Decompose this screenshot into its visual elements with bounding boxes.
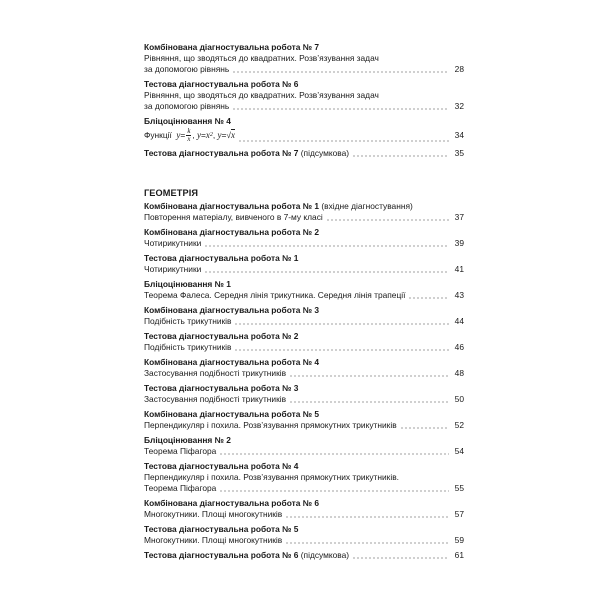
- formula-var: y: [197, 130, 201, 140]
- dot-leader: [326, 219, 449, 221]
- entry-title: [144, 435, 464, 446]
- dot-leader: [289, 401, 449, 403]
- page-number: 37: [454, 212, 464, 222]
- entry-title-text: Комбінована діагностувальна робота № 1: [144, 201, 320, 211]
- page-number: 35: [454, 148, 464, 158]
- page-number: 61: [454, 550, 464, 560]
- dot-leader: [352, 557, 449, 559]
- entry-description: Теорема Фалеса. Середня лінія трикутника. Середня лінія трапеції: [144, 290, 406, 300]
- entry-line: [144, 472, 464, 483]
- entry-line: [144, 264, 464, 275]
- entry-title-text: Бліцоцінювання № 2: [144, 435, 231, 445]
- entry-description: Перпендикуляр і похила. Розв’язування прямокутних трикутників: [144, 420, 397, 430]
- entry-title: [144, 305, 464, 316]
- entry-description: за допомогою рівнянь: [144, 64, 230, 74]
- toc-entry: [144, 79, 464, 112]
- formula-var: y: [217, 130, 222, 140]
- entry-title: [144, 79, 464, 90]
- entry-title-text: Комбінована діагностувальна робота № 2: [144, 227, 320, 237]
- entry-line: [144, 316, 464, 327]
- entry-description: Чотирикутники: [144, 264, 202, 274]
- dot-leader: [285, 516, 449, 518]
- formula-exponent: 2: [209, 132, 213, 138]
- entry-note: (підсумкова): [300, 148, 350, 158]
- entry-description: за допомогою рівнянь: [144, 101, 230, 111]
- entry-description: Повторення матеріалу, вивченого в 7-му класі: [144, 212, 323, 222]
- entry-title-text: Тестова діагностувальна робота № 7: [144, 148, 299, 158]
- toc-entry: [144, 279, 464, 301]
- entry-title-text: Тестова діагностувальна робота № 4: [144, 461, 299, 471]
- entry-title-text: Комбінована діагностувальна робота № 5: [144, 409, 320, 419]
- entry-title: [144, 383, 464, 394]
- formula-var: x: [231, 130, 235, 140]
- entry-line: [144, 127, 464, 144]
- page-number: 32: [454, 101, 464, 111]
- toc-entry: [144, 42, 464, 75]
- geometry-toc: [144, 186, 464, 561]
- formula: [174, 127, 235, 144]
- entry-line: [144, 342, 464, 353]
- entry-title-text: Комбінована діагностувальна робота № 3: [144, 305, 320, 315]
- entry-description: Многокутники. Площі многокутників: [144, 535, 283, 545]
- dot-leader: [238, 140, 449, 142]
- entry-description: Рівняння, що зводяться до квадратних. Розв’язування задач: [144, 53, 379, 63]
- page-number: 41: [454, 264, 464, 274]
- entry-description: Теорема Піфагора: [144, 483, 217, 493]
- entry-note: (підсумкова): [300, 550, 350, 560]
- entry-line: [144, 90, 464, 101]
- entry-title-text: Комбінована діагностувальна робота № 6: [144, 498, 320, 508]
- fraction-denominator: x: [187, 135, 191, 143]
- entry-line: [144, 212, 464, 223]
- toc-entry: [144, 409, 464, 431]
- entry-description: Перпендикуляр і похила. Розв’язування прямокутних трикутників.: [144, 472, 399, 482]
- entry-title: Бліцоцінювання № 4: [144, 116, 231, 126]
- entry-title: [144, 42, 464, 53]
- entry-line: [144, 368, 464, 379]
- entry-line: [144, 101, 464, 112]
- toc-entry: [144, 524, 464, 546]
- entry-title-text: Комбінована діагностувальна робота № 4: [144, 357, 320, 367]
- page-number: 43: [454, 290, 464, 300]
- entry-line: [144, 238, 464, 249]
- entry-title-text: Тестова діагностувальна робота № 6: [144, 550, 299, 560]
- page-number: 39: [454, 238, 464, 248]
- formula-comma: ,: [212, 130, 216, 140]
- entry-title: [144, 498, 464, 509]
- dot-leader: [289, 375, 449, 377]
- page-number: 48: [454, 368, 464, 378]
- top-entry-list: [144, 42, 464, 112]
- toc-entry: [144, 305, 464, 327]
- algebra-toc-tail: [144, 42, 464, 159]
- fraction-numerator: k: [187, 127, 191, 135]
- entry-title-text: Бліцоцінювання № 1: [144, 279, 231, 289]
- entry-description: Чотирикутники: [144, 238, 202, 248]
- toc-entry: [144, 435, 464, 457]
- entry-title-text: Тестова діагностувальна робота № 3: [144, 383, 299, 393]
- toc-entry: [144, 357, 464, 379]
- entry-line: [144, 53, 464, 64]
- page-number: 50: [454, 394, 464, 404]
- entry-description: Многокутники. Площі многокутників: [144, 509, 283, 519]
- toc-entry: [144, 227, 464, 249]
- entry-line: [144, 290, 464, 301]
- entry-title-text: Тестова діагностувальна робота № 1: [144, 253, 299, 263]
- sqrt-sign: √: [226, 130, 231, 140]
- entry-title-text: Тестова діагностувальна робота № 6: [144, 79, 299, 89]
- entry-description: Подібність трикутників: [144, 316, 232, 326]
- dot-leader: [234, 323, 449, 325]
- formula-eq: =: [180, 130, 186, 140]
- dot-leader: [219, 490, 449, 492]
- page-number: 54: [454, 446, 464, 456]
- formula-var: y: [176, 130, 181, 140]
- entry-title: [144, 524, 464, 535]
- formula-comma: ,: [192, 130, 195, 140]
- entry-title: [144, 331, 464, 342]
- toc-entry: [144, 461, 464, 494]
- page-number: 34: [454, 130, 464, 140]
- page-number: 28: [454, 64, 464, 74]
- entry-line: [144, 509, 464, 520]
- page-number: 46: [454, 342, 464, 352]
- entry-title-text: Тестова діагностувальна робота № 2: [144, 331, 299, 341]
- toc-entry: [144, 331, 464, 353]
- entry-line: [144, 64, 464, 75]
- entry-title: [144, 148, 349, 159]
- entry-title: [144, 461, 464, 472]
- page-number: 57: [454, 509, 464, 519]
- entry-description: Застосування подібності трикутників: [144, 394, 287, 404]
- page-number: 44: [454, 316, 464, 326]
- entry-line: [144, 535, 464, 546]
- entry-title: [144, 201, 464, 212]
- dot-leader: [234, 349, 449, 351]
- toc-entry-blitz-4: [144, 116, 464, 144]
- entry-line: [144, 420, 464, 431]
- dot-leader: [219, 453, 449, 455]
- page-number: 59: [454, 535, 464, 545]
- toc-entry-geometry-final: [144, 550, 464, 561]
- dot-leader: [204, 245, 449, 247]
- entry-title-text: Комбінована діагностувальна робота № 7: [144, 42, 320, 52]
- entry-title-text: Тестова діагностувальна робота № 5: [144, 524, 299, 534]
- dot-leader: [285, 542, 449, 544]
- fraction: [186, 128, 191, 143]
- entry-note: (вхідне діагностування): [321, 201, 413, 211]
- dot-leader: [400, 427, 449, 429]
- entry-line: [144, 394, 464, 405]
- entry-title: [144, 357, 464, 368]
- dot-leader: [232, 71, 449, 73]
- formula-var: x: [205, 130, 210, 140]
- entry-description: Теорема Піфагора: [144, 446, 217, 456]
- dot-leader: [408, 297, 449, 299]
- entry-title: [144, 253, 464, 264]
- entry-line: [144, 446, 464, 457]
- page-number: 52: [454, 420, 464, 430]
- geometry-entry-list: [144, 201, 464, 546]
- entry-title: [144, 227, 464, 238]
- toc-entry: [144, 498, 464, 520]
- page-number: 55: [454, 483, 464, 493]
- entry-line: [144, 483, 464, 494]
- section-title-geometry: ГЕОМЕТРІЯ: [144, 188, 199, 198]
- entry-title: [144, 550, 349, 561]
- dot-leader: [232, 108, 449, 110]
- formula-eq: =: [201, 130, 206, 140]
- entry-title: [144, 409, 464, 420]
- entry-description: Подібність трикутників: [144, 342, 232, 352]
- dot-leader: [352, 155, 449, 157]
- functions-formula: [144, 127, 235, 144]
- entry-description: Застосування подібності трикутників: [144, 368, 287, 378]
- dot-leader: [204, 271, 449, 273]
- entry-description: Рівняння, що зводяться до квадратних. Розв’язування задач: [144, 90, 379, 100]
- toc-entry: [144, 383, 464, 405]
- formula-prefix: Функції: [144, 130, 172, 140]
- formula-eq: =: [221, 130, 227, 140]
- toc-entry-final-7: [144, 148, 464, 159]
- toc-entry: [144, 253, 464, 275]
- toc-entry: [144, 201, 464, 223]
- entry-title: [144, 279, 464, 290]
